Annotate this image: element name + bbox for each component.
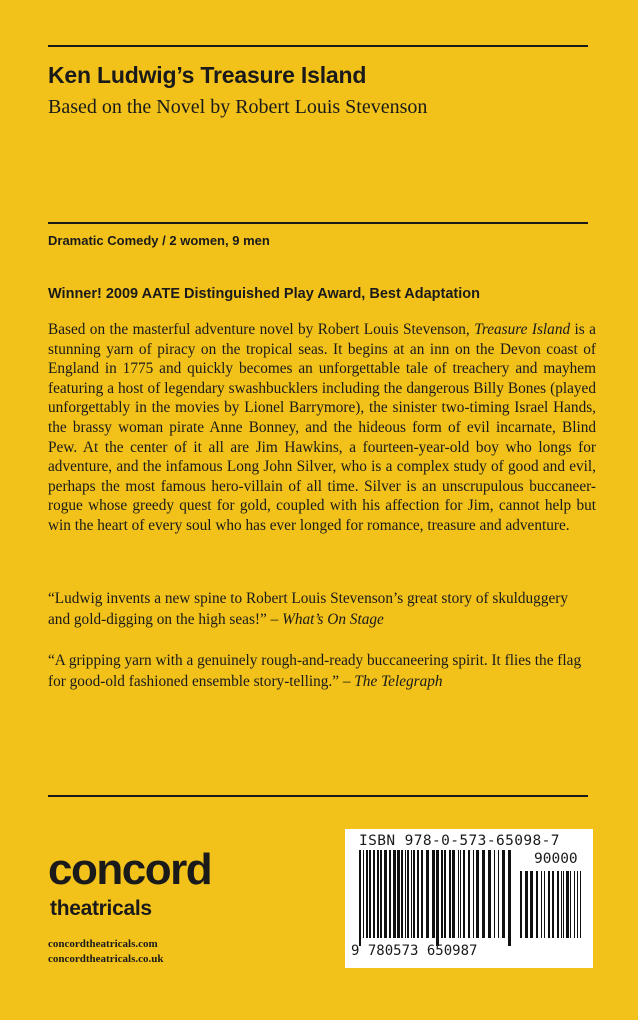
barcode-bar <box>421 850 423 938</box>
barcode-bar <box>407 850 409 938</box>
barcode-bar <box>473 850 474 938</box>
barcode-bar <box>548 871 550 938</box>
addon-bars <box>518 871 586 946</box>
publisher-logo: concord <box>48 845 212 894</box>
bottom-rule <box>48 795 588 797</box>
barcode-digits: 9 780573 650987 <box>351 943 478 959</box>
barcode-bar <box>494 850 495 938</box>
barcode-bar <box>377 850 379 938</box>
blurb-title-italic: Treasure Island <box>474 321 571 338</box>
barcode-bar <box>458 850 459 938</box>
barcode-bar <box>577 871 578 938</box>
barcode-bar <box>366 850 368 938</box>
barcode-bar <box>452 850 455 938</box>
isbn-barcode <box>345 829 593 968</box>
description-blurb <box>48 320 596 536</box>
barcode-bar <box>566 871 569 938</box>
barcode-bar <box>482 850 485 938</box>
review-quote <box>48 650 588 692</box>
publisher-website-us[interactable]: concordtheatricals.com <box>48 938 158 950</box>
barcode-bar <box>384 850 387 938</box>
barcode-bar <box>574 871 575 938</box>
quote-source: What’s On Stage <box>282 611 384 628</box>
barcode-bar <box>413 850 415 938</box>
genre-cast-line: Dramatic Comedy / 2 women, 9 men <box>48 233 270 248</box>
barcode-bar <box>369 850 371 938</box>
barcode-bar <box>488 850 491 938</box>
barcode-bar <box>401 850 403 938</box>
barcode-bar <box>389 850 391 938</box>
barcode-bar <box>530 871 533 938</box>
barcode-bar <box>541 871 542 938</box>
book-subtitle: Based on the Novel by Robert Louis Stevenson <box>48 96 428 118</box>
barcode-bar <box>525 871 528 938</box>
barcode-bar <box>561 871 562 938</box>
price-addon: 90000 <box>534 851 578 867</box>
barcode-bar <box>417 850 419 938</box>
barcode-bar <box>476 850 479 938</box>
barcode-bar <box>508 850 511 946</box>
isbn-label: ISBN 978-0-573-65098-7 <box>359 833 560 849</box>
barcode-bar <box>444 850 446 938</box>
barcode-bar <box>393 850 396 938</box>
barcode-bar <box>426 850 429 938</box>
barcode-bar <box>557 871 559 938</box>
barcode-bar <box>380 850 382 938</box>
publisher-website-uk[interactable]: concordtheatricals.co.uk <box>48 953 164 965</box>
barcode-bar <box>502 850 505 938</box>
barcode-bar <box>359 850 361 946</box>
barcode-bar <box>363 850 364 938</box>
barcode-bar <box>397 850 400 938</box>
middle-rule <box>48 222 588 224</box>
barcode-bar <box>373 850 375 938</box>
barcode-bar <box>460 850 461 938</box>
review-quote <box>48 588 588 630</box>
book-title: Ken Ludwig’s Treasure Island <box>48 62 367 88</box>
barcode-bar <box>563 871 564 938</box>
barcode-bar <box>463 850 465 938</box>
barcode-bar <box>405 850 406 938</box>
barcode-bar <box>498 850 499 938</box>
top-rule <box>48 45 588 47</box>
quote-text: “A gripping yarn with a genuinely rough-and-ready buccaneering spirit. It flies the flag for good-old fashioned ensemble story-telling.” – <box>48 652 582 690</box>
blurb-part-2: is a stunning yarn of piracy on the tropical seas. It begins at an inn on the Devon coast of England in 1775 and quickly becomes an unforgettable tale of treachery and mayhem featuring a host of legendary swashbucklers including the dangerous Billy Bones (played unforgettably in the movies by Lionel Barrymore), the sinister two-timing Israel Hands, the brassy woman pirate Anne Bonney, and the hideous form of evil incarnate, Blind Pew. At the center of it all are Jim Hawkins, a fourteen-year-old boy who longs for adventure, and the infamous Long John Silver, who is a complex study of good and evil, perhaps the most famous hero-villain of all time. Silver is an unscrupulous buccaneer-rogue whose greedy quest for gold, coupled with his affection for Jim, cannot help but win the heart of every soul who has ever longed for romance, treasure and adventure. <box>48 321 596 534</box>
barcode-bar <box>520 871 522 938</box>
publisher-logo-sub: theatricals <box>50 897 152 920</box>
barcode-bar <box>449 850 451 938</box>
barcode-bar <box>552 871 554 938</box>
quote-source: The Telegraph <box>354 673 443 690</box>
barcode-bar <box>544 871 545 938</box>
quote-text: “Ludwig invents a new spine to Robert Louis Stevenson’s great story of skulduggery and gold-digging on the high seas!” – <box>48 590 569 628</box>
award-line: Winner! 2009 AATE Distinguished Play Award, Best Adaptation <box>48 286 480 302</box>
blurb-part-1: Based on the masterful adventure novel by Robert Louis Stevenson, <box>48 321 475 338</box>
barcode-bar <box>441 850 443 938</box>
barcode-bar <box>536 871 538 938</box>
barcode-bar <box>570 871 571 938</box>
barcode-bar <box>580 871 581 938</box>
barcode-bar <box>411 850 412 938</box>
barcode-bar <box>468 850 470 938</box>
barcode-bar <box>432 850 435 938</box>
barcode-bar <box>436 850 439 946</box>
ean-bars <box>357 850 515 946</box>
